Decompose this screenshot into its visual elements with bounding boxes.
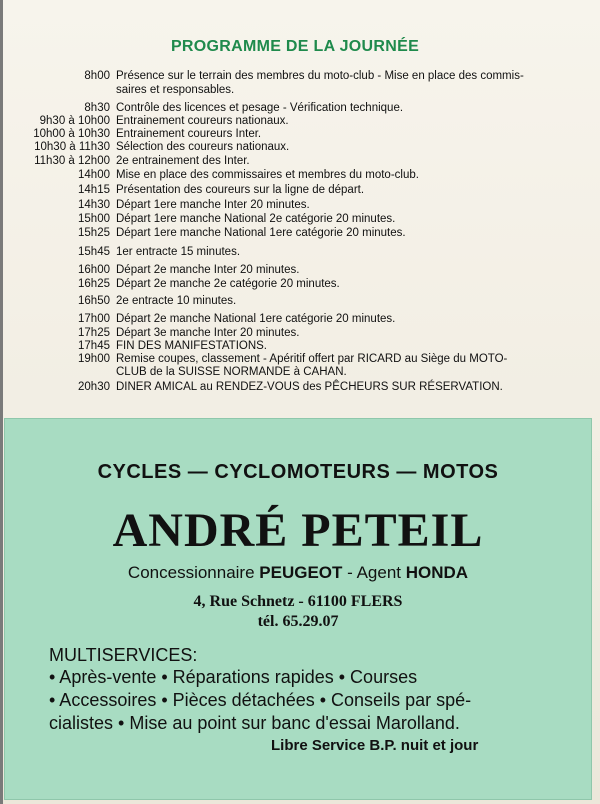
schedule-desc: Entrainement coureurs Inter.	[116, 128, 262, 140]
schedule-desc: 2e entracte 10 minutes.	[116, 295, 237, 307]
schedule-time: 15h25	[78, 227, 110, 239]
schedule-desc: Départ 1ere manche Inter 20 minutes.	[116, 199, 310, 211]
schedule-desc: Départ 3e manche Inter 20 minutes.	[116, 327, 300, 339]
schedule-time: 8h00	[84, 70, 110, 82]
schedule-time: 14h00	[78, 169, 110, 181]
schedule-time: 16h50	[78, 295, 110, 307]
schedule-desc: Départ 1ere manche National 2e catégorie 20 minutes.	[116, 213, 396, 225]
schedule-time: 19h00	[78, 353, 110, 365]
page-edge	[0, 0, 3, 804]
multiservices-line: • Accessoires • Pièces détachées • Conseils par spé-	[49, 690, 472, 710]
brand-honda: HONDA	[405, 563, 469, 582]
schedule-time: 20h30	[78, 381, 110, 393]
schedule-desc: Présentation des coureurs sur la ligne de départ.	[116, 184, 365, 196]
schedule-desc: Départ 2e manche Inter 20 minutes.	[116, 264, 300, 276]
brand-peugeot: PEUGEOT	[259, 563, 343, 582]
schedule-desc: Contrôle des licences et pesage - Vérification technique.	[116, 102, 404, 114]
schedule-desc: saires et responsables.	[116, 84, 235, 96]
multiservices-line: • Après-vente • Réparations rapides • Courses	[49, 667, 418, 687]
dealer-phone: tél. 65.29.07	[257, 613, 339, 630]
schedule-time: 16h25	[78, 278, 110, 290]
schedule-time: 17h45	[78, 340, 110, 352]
schedule-desc: DINER AMICAL au RENDEZ-VOUS des PÊCHEURS SUR RÉSERVATION.	[116, 381, 503, 393]
schedule-time: 8h30	[84, 102, 110, 114]
dealer-prefix: Concessionnaire	[127, 563, 260, 582]
schedule-time: 17h00	[78, 313, 110, 325]
multiservices-line: cialistes • Mise au point sur banc d'essai Marolland.	[49, 713, 460, 733]
dealer-advertisement	[4, 418, 592, 800]
schedule-time: 17h25	[78, 327, 110, 339]
schedule-desc: Mise en place des commissaires et membres du moto-club.	[116, 169, 419, 181]
schedule-desc: CLUB de la SUISSE NORMANDE à CAHAN.	[116, 366, 347, 378]
self-service-note: Libre Service B.P. nuit et jour	[271, 737, 479, 754]
schedule-desc: Départ 1ere manche National 1ere catégorie 20 minutes.	[116, 227, 406, 239]
schedule-time: 10h00 à 10h30	[33, 128, 110, 140]
multiservices-title: MULTISERVICES:	[49, 645, 198, 665]
schedule-time: 14h15	[78, 184, 110, 196]
schedule-desc: Entrainement coureurs nationaux.	[116, 115, 289, 127]
schedule-desc: Sélection des coureurs nationaux.	[116, 141, 290, 153]
ad-heading: CYCLES — CYCLOMOTEURS — MOTOS	[97, 461, 499, 483]
schedule-desc: Départ 2e manche 2e catégorie 20 minutes.	[116, 278, 340, 290]
schedule-desc: Présence sur le terrain des membres du moto-club - Mise en place des commis-	[116, 70, 524, 82]
schedule-time: 15h45	[78, 246, 110, 258]
schedule-desc: Départ 2e manche National 1ere catégorie 20 minutes.	[116, 313, 396, 325]
schedule-time: 10h30 à 11h30	[34, 141, 110, 153]
schedule-time: 16h00	[78, 264, 110, 276]
dealer-address: 4, Rue Schnetz - 61100 FLERS	[193, 593, 403, 610]
dealer-name: ANDRÉ PETEIL	[112, 504, 484, 557]
schedule-time: 9h30 à 10h00	[39, 115, 110, 127]
schedule-desc: 1er entracte 15 minutes.	[116, 246, 241, 258]
page-title: PROGRAMME DE LA JOURNÉE	[170, 38, 420, 55]
schedule-time: 15h00	[78, 213, 110, 225]
schedule-desc: 2e entrainement des Inter.	[116, 155, 250, 167]
dealer-line	[5, 563, 591, 583]
schedule-time: 14h30	[78, 199, 110, 211]
schedule-desc: FIN DES MANIFESTATIONS.	[116, 340, 267, 352]
schedule-time: 11h30 à 12h00	[34, 155, 110, 167]
dealer-mid: - Agent	[342, 563, 406, 582]
schedule-desc: Remise coupes, classement - Apéritif offert par RICARD au Siège du MOTO-	[116, 353, 508, 365]
